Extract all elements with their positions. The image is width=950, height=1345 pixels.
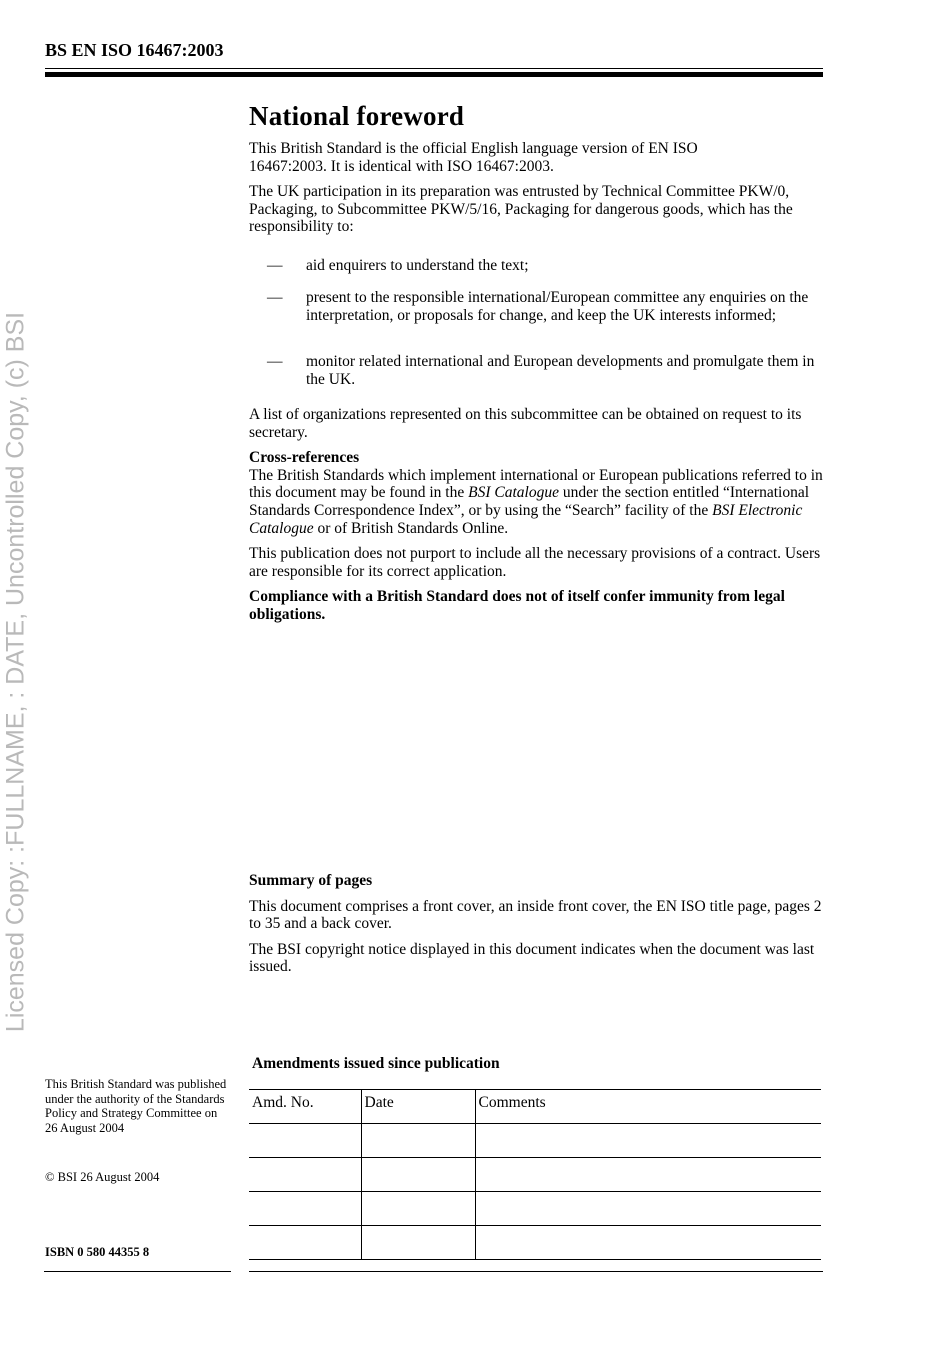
table-cell: [249, 1158, 361, 1192]
table-cell: [249, 1226, 361, 1260]
bsi-electronic-catalogue-title: BSI Electronic Catalogue: [249, 501, 803, 537]
summary-of-pages: [249, 872, 825, 976]
xref-text-1: The British Standards which implement international or European publications referred to in this document may be found in the: [249, 466, 823, 502]
organizations-paragraph: A list of organizations represented on this subcommittee can be obtained on request to its secretary.: [249, 406, 802, 441]
list-item-text: aid enquirers to understand the text;: [306, 257, 529, 274]
foreword-body: [249, 406, 825, 624]
table-row: [249, 1158, 821, 1192]
copyright-notice-paragraph: The BSI copyright notice displayed in this document indicates when the document was last issued.: [249, 940, 815, 976]
table-header-row: [249, 1090, 821, 1124]
table-cell: [249, 1124, 361, 1158]
intro-paragraph: This British Standard is the official English language version of EN ISO 16467:2003. It is identical with ISO 16467:2003.: [249, 140, 698, 175]
summary-heading: Summary of pages: [249, 872, 373, 889]
publication-authority: This British Standard was published under the authority of the Standards Policy and Strategy Committee on 26 August 2004: [45, 1077, 227, 1135]
table-cell: [361, 1158, 475, 1192]
page-title: National foreword: [249, 101, 465, 131]
amendments-table: [249, 1089, 821, 1260]
cross-references-paragraph: [249, 467, 824, 537]
list-item-text: monitor related international and European developments and promulgate them in the UK.: [306, 353, 815, 388]
table-cell: [475, 1124, 821, 1158]
summary-paragraph: This document comprises a front cover, an inside front cover, the EN ISO title page, pages 2 to 35 and a back cover.: [249, 897, 822, 933]
column-header-amd-no: Amd. No.: [249, 1090, 361, 1124]
table-cell: [475, 1158, 821, 1192]
table-cell: [361, 1192, 475, 1226]
copyright-line: © BSI 26 August 2004: [45, 1170, 160, 1184]
isbn: ISBN 0 580 44355 8: [45, 1245, 150, 1259]
table-cell: [361, 1124, 475, 1158]
foreword-intro: [249, 140, 825, 236]
xref-text-3: or of British Standards Online.: [313, 519, 509, 537]
footer-rule-right: [249, 1271, 823, 1272]
list-dash: —: [267, 257, 283, 274]
footer-rule-left: [44, 1271, 231, 1272]
compliance-statement: Compliance with a British Standard does not of itself confer immunity from legal obligations.: [249, 588, 785, 623]
table-cell: [475, 1192, 821, 1226]
table-row: [249, 1226, 821, 1260]
list-item-text: present to the responsible international/European committee any enquiries on the interpretation, or proposals for change, and keep the UK interests informed;: [306, 289, 809, 324]
participation-paragraph: The UK participation in its preparation was entrusted by Technical Committee PKW/0, Packaging, to Subcommittee PKW/5/16, Packaging for dangerous goods, which has the responsibility to:: [249, 183, 793, 236]
licence-watermark: Licensed Copy: :FULLNAME, : DATE, Uncontrolled Copy, (c) BSI: [1, 311, 30, 1033]
xref-text-2: under the section entitled “International Standards Correspondence Index”, or by using the “Search” facility of the: [249, 484, 810, 519]
provisions-paragraph: This publication does not purport to include all the necessary provisions of a contract. Users are responsible for its correct application.: [249, 545, 821, 580]
column-header-date: Date: [361, 1090, 475, 1124]
bsi-catalogue-title: BSI Catalogue: [468, 484, 559, 502]
header-rule-thin: [45, 68, 823, 69]
list-dash: —: [267, 289, 283, 306]
cross-references-heading: Cross-references: [249, 449, 360, 467]
list-dash: —: [267, 353, 283, 370]
table-row: [249, 1124, 821, 1158]
amendments-heading: Amendments issued since publication: [252, 1055, 500, 1072]
document-code: BS EN ISO 16467:2003: [45, 40, 224, 60]
table-row: [249, 1192, 821, 1226]
column-header-comments: Comments: [475, 1090, 821, 1124]
table-cell: [361, 1226, 475, 1260]
responsibility-list: [249, 257, 825, 397]
table-cell: [475, 1226, 821, 1260]
header-rule-thick: [45, 72, 823, 77]
table-cell: [249, 1192, 361, 1226]
